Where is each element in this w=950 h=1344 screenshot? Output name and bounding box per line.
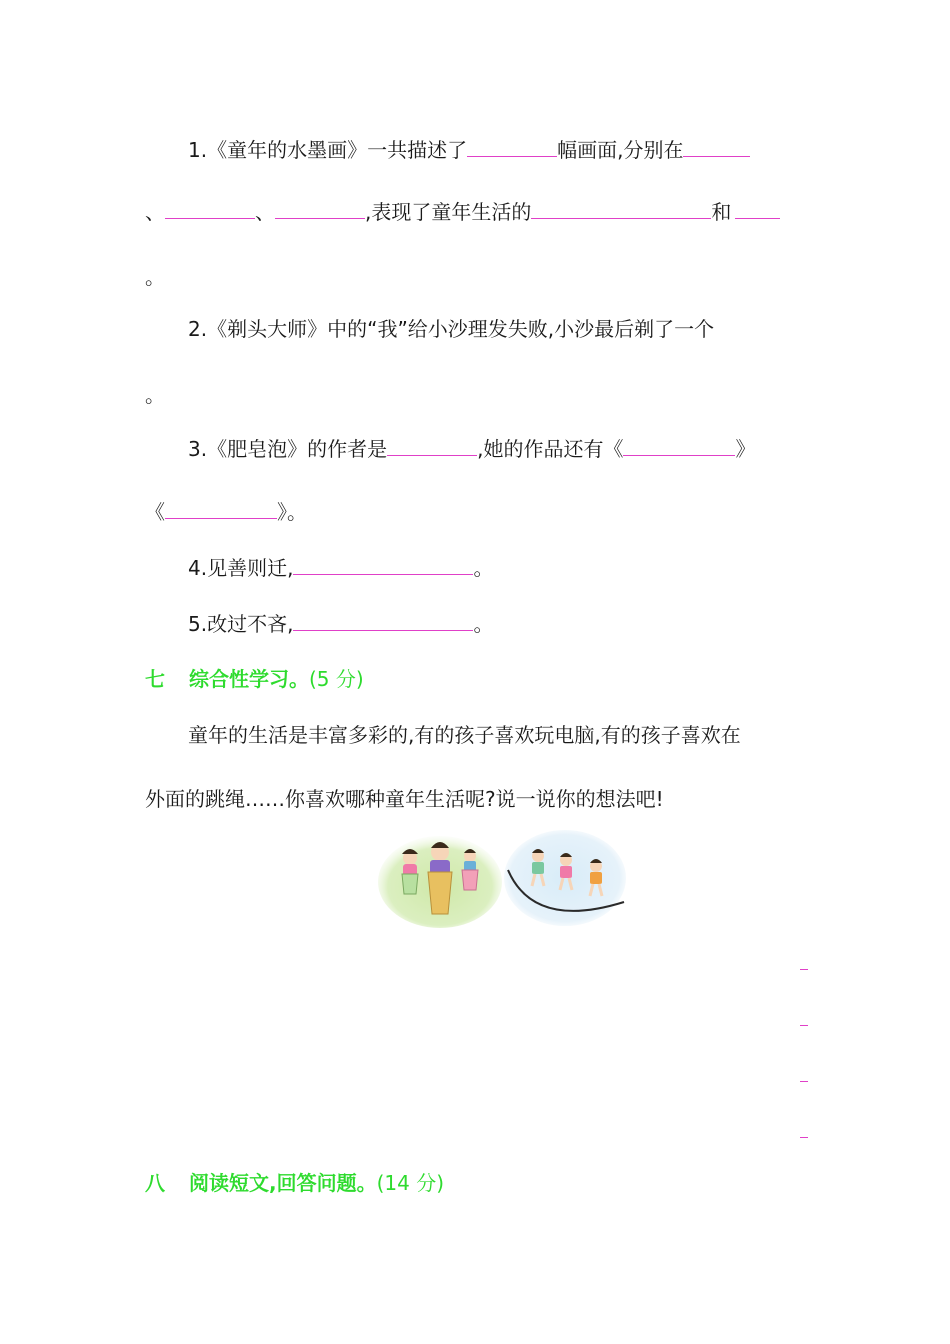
- q5-blank[interactable]: [293, 608, 473, 631]
- q3-text-part5: 》。: [277, 500, 307, 524]
- q4-line: [188, 552, 493, 582]
- section7-heading: [145, 664, 364, 694]
- section7-prompt-line2: [145, 784, 664, 814]
- answer-line-2[interactable]: [800, 1025, 808, 1026]
- section7-score: (5 分): [309, 667, 364, 691]
- q1-text-part3: ,表现了童年生活的: [365, 200, 532, 224]
- q1-blank-quality2[interactable]: [735, 196, 780, 219]
- q5-text: 5.改过不吝,: [188, 612, 294, 636]
- q1-text-part2: 幅画面,分别在: [557, 138, 684, 162]
- q2-line2: [145, 380, 165, 410]
- q3-text-part4: 《: [145, 500, 165, 524]
- answer-line-4[interactable]: [800, 1137, 808, 1138]
- q3-text-part3: 》: [735, 437, 756, 461]
- section7-prompt-text1: 童年的生活是丰富多彩的,有的孩子喜欢玩电脑,有的孩子喜欢在: [188, 723, 741, 747]
- answer-line-3[interactable]: [800, 1081, 808, 1082]
- q1-end: 。: [145, 265, 165, 289]
- q1-blank-count[interactable]: [467, 134, 557, 157]
- q1-line2: [145, 196, 780, 226]
- q1-blank-scene3[interactable]: [275, 196, 365, 219]
- q4-blank[interactable]: [293, 552, 473, 575]
- section8-title: 阅读短文,回答问题。: [189, 1171, 377, 1195]
- q1-blank-scene1[interactable]: [683, 134, 750, 157]
- q1-sep2: 、: [255, 200, 275, 224]
- q4-end: 。: [473, 556, 494, 580]
- section7-prompt-line1: [188, 720, 741, 750]
- q3-blank-author[interactable]: [387, 433, 477, 456]
- jump-rope-illustration: [504, 830, 626, 928]
- q2-line1: [188, 314, 714, 344]
- q5-line: [188, 608, 493, 638]
- q1-text-part4: 和: [711, 200, 732, 224]
- q3-blank-work2[interactable]: [165, 496, 277, 519]
- section7-number: 七: [145, 667, 165, 691]
- q1-text-part1: 1.《童年的水墨画》一共描述了: [188, 138, 468, 162]
- q4-text: 4.见善则迁,: [188, 556, 294, 580]
- section7-title: 综合性学习。: [189, 667, 309, 691]
- section8-heading: [145, 1168, 444, 1198]
- q3-blank-work1[interactable]: [623, 433, 735, 456]
- section8-score: (14 分): [376, 1171, 445, 1195]
- q3-text-part1: 3.《肥皂泡》的作者是: [188, 437, 388, 461]
- section8-number: 八: [145, 1171, 165, 1195]
- q3-line1: [188, 433, 755, 463]
- q2-end: 。: [145, 383, 165, 407]
- section7-prompt-text2: 外面的跳绳……你喜欢哪种童年生活呢?说一说你的想法吧!: [145, 787, 664, 811]
- q1-line1: [188, 134, 750, 164]
- q3-text-part2: ,她的作品还有《: [477, 437, 624, 461]
- sack-race-illustration: [378, 830, 502, 928]
- q1-blank-quality1[interactable]: [531, 196, 711, 219]
- q1-blank-scene2[interactable]: [165, 196, 255, 219]
- q1-sep1: 、: [145, 200, 165, 224]
- q3-line2: [145, 496, 307, 526]
- answer-line-1[interactable]: [800, 969, 808, 970]
- q1-line3: [145, 262, 165, 292]
- q2-text: 2.《剃头大师》中的“我”给小沙理发失败,小沙最后剃了一个: [188, 317, 715, 341]
- q5-end: 。: [473, 612, 494, 636]
